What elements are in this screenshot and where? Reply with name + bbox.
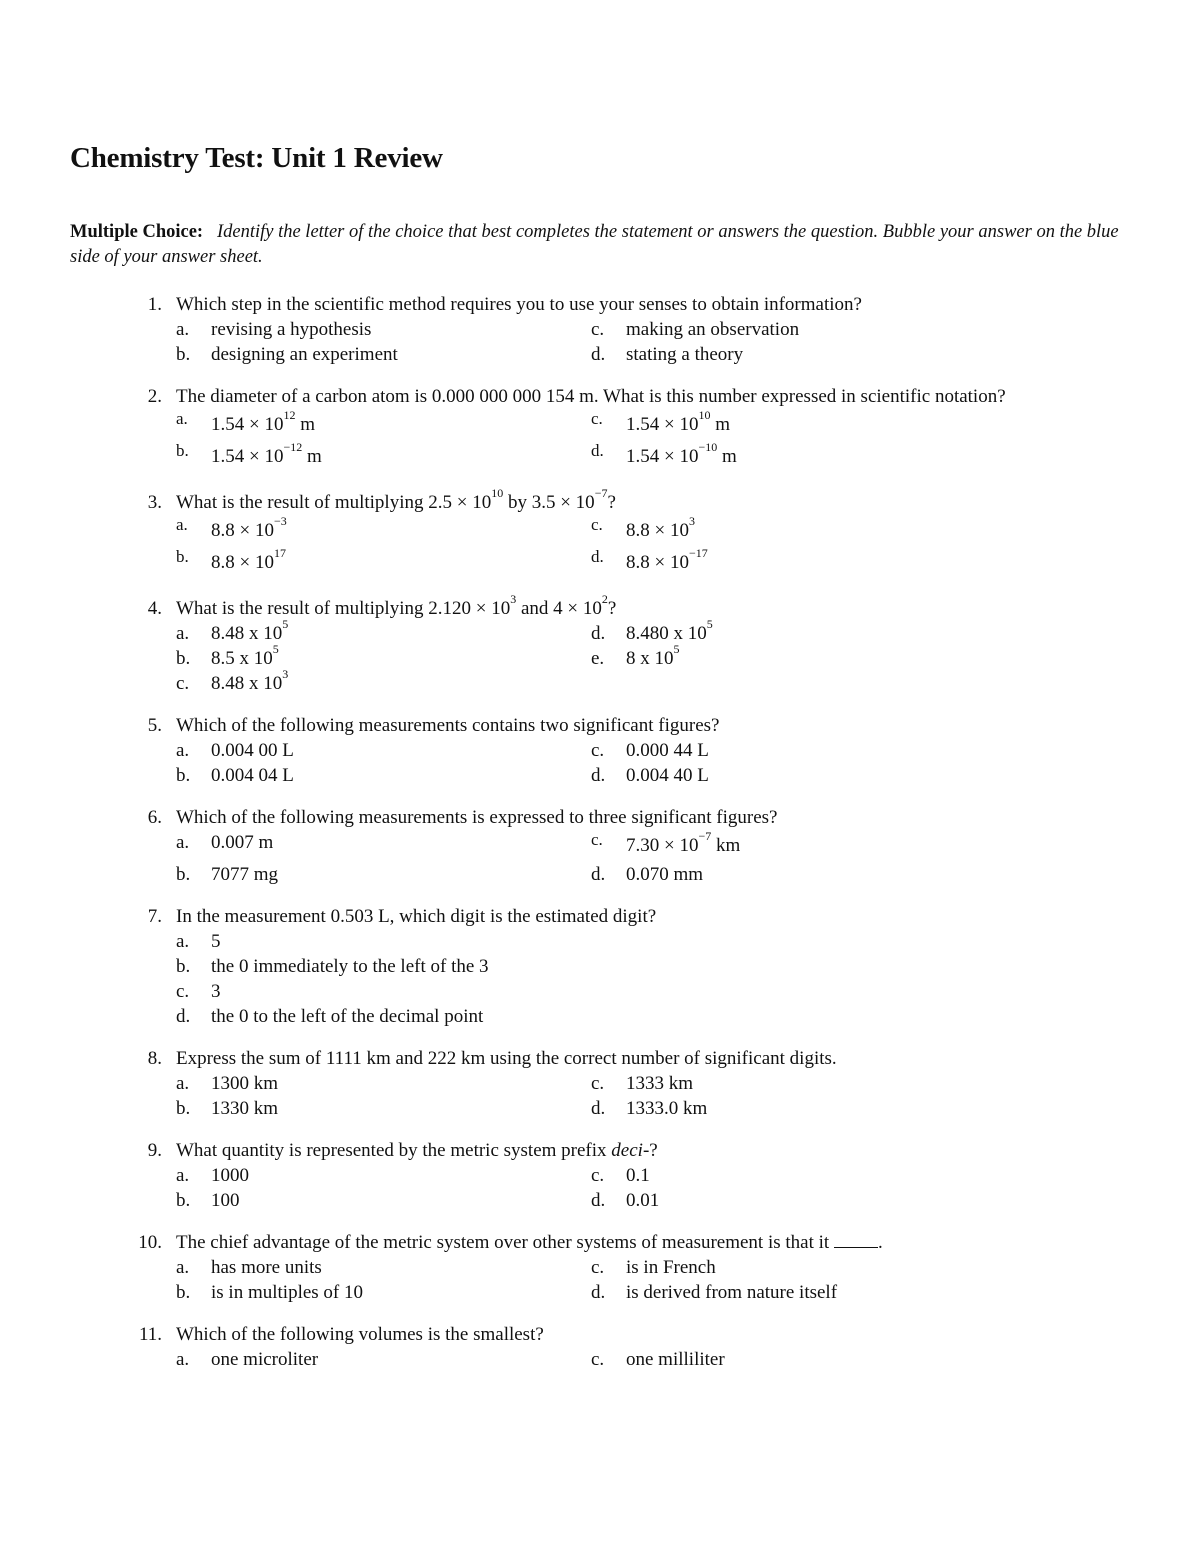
option-text: 0.01 [626,1190,660,1211]
option-text: $8.8 \times 10^3$ [626,514,695,541]
question-4 [0,592,1200,696]
option-text: has more units [211,1257,322,1278]
option-c [0,317,1200,342]
option-letter: c. [176,673,190,694]
option-text: 1330 km [211,1098,279,1119]
option-text: one milliliter [626,1349,725,1370]
option-text: 0.070 mm [626,864,704,885]
option-d [0,1096,1200,1121]
option-text: $8.8 \times 10^{-17}$ [626,546,708,573]
option-text: 7077 mg [211,864,279,885]
option-letter: d. [591,1098,606,1119]
page-title: Chemistry Test: Unit 1 Review [70,142,443,174]
option-d [0,1004,1200,1029]
option-text: one microliter [211,1349,319,1370]
option-text: $8.8 \times 10^{-3}$ [211,514,287,541]
question-text: What quantity is represented by the metric system prefix deci-? [176,1140,658,1161]
question-text: The diameter of a carbon atom is 0.000 000 000 154 m. What is this number expressed in scientific notation? [176,386,1006,407]
question-6 [0,805,1200,887]
option-e [0,642,1200,671]
question-5 [0,713,1200,788]
option-letter: a. [176,740,190,761]
option-text: 8.5 x $10^5$ [211,642,279,669]
option-letter: a. [176,623,190,644]
option-d [0,342,1200,367]
option-d [0,763,1200,788]
option-letter: b. [176,648,191,669]
option-text: $1.54 \times 10^{10}$ m [626,408,730,435]
option-c [0,1347,1200,1372]
option-c [0,1255,1200,1280]
question-text: Which of the following measurements contains two significant figures? [176,715,720,736]
option-text: revising a hypothesis [211,319,372,340]
option-letter: a. [176,1073,190,1094]
option-c [0,979,1200,1004]
option-text: 1300 km [211,1073,279,1094]
option-text: is in multiples of 10 [211,1282,363,1303]
option-c [0,1071,1200,1096]
option-letter: a. [176,409,188,428]
option-letter: c. [591,1165,605,1186]
question-number: 9. [147,1140,162,1161]
option-letter: d. [591,864,606,885]
option-letter: b. [176,547,189,566]
option-letter: c. [591,319,605,340]
option-letter: c. [591,1073,605,1094]
option-text: is derived from nature itself [626,1282,838,1303]
option-text: 5 [211,931,221,952]
option-letter: a. [176,832,190,853]
question-number: 4. [147,598,162,619]
question-number: 5. [147,715,162,736]
option-text: is in French [626,1257,716,1278]
option-letter: b. [176,344,191,365]
option-letter: a. [176,515,188,534]
option-text: 0.004 04 L [211,765,294,786]
option-letter: c. [591,515,603,534]
answer-blank [834,1233,878,1248]
question-number: 10. [138,1232,162,1253]
option-letter: d. [591,1282,606,1303]
instructions-lead: Multiple Choice: [70,222,204,242]
option-letter: d. [591,623,606,644]
option-text: $1.54 \times 10^{-12}$ m [211,440,322,467]
option-c [0,830,1200,862]
option-letter: d. [591,1190,606,1211]
option-c [0,1163,1200,1188]
option-letter: c. [591,1257,605,1278]
option-c [0,738,1200,763]
question-text: The chief advantage of the metric system over other systems of measurement is that it . [176,1232,883,1253]
option-text: 0.1 [626,1165,650,1186]
question-number: 1. [147,294,162,315]
question-number: 7. [147,906,162,927]
option-letter: b. [176,1098,191,1119]
question-text: In the measurement 0.503 L, which digit is the estimated digit? [176,906,657,927]
option-letter: d. [591,547,604,566]
option-text: 1333 km [626,1073,694,1094]
question-9 [0,1138,1200,1213]
question-3 [0,486,1200,579]
option-b [0,954,1200,979]
option-c [0,667,1200,696]
option-d [0,862,1200,887]
option-letter: a. [176,319,190,340]
question-10 [0,1230,1200,1305]
question-text: What is the result of multiplying $2.120 \times 10^3$ and $4 \times 10^2$? [176,592,617,619]
question-1 [0,292,1200,367]
option-text: 0.004 40 L [626,765,709,786]
option-letter: d. [176,1006,191,1027]
instructions [70,220,1140,270]
option-letter: d. [591,344,606,365]
option-text: stating a theory [626,344,744,365]
option-text: 8 x $10^5$ [626,642,680,669]
question-number: 6. [147,807,162,828]
option-letter: a. [176,1349,190,1370]
option-letter: c. [591,409,603,428]
option-letter: c. [591,1349,605,1370]
question-7 [0,904,1200,1029]
option-text: $7.30 \times 10^{-7}$ km [626,829,741,856]
question-text: Which of the following measurements is expressed to three significant figures? [176,807,778,828]
option-letter: b. [176,864,191,885]
question-text: Express the sum of 1111 km and 222 km using the correct number of significant digits. [176,1048,837,1069]
option-letter: a. [176,931,190,952]
question-text: Which of the following volumes is the smallest? [176,1324,544,1345]
question-list [0,292,1200,1389]
option-letter: d. [591,441,604,460]
option-letter: a. [176,1257,190,1278]
option-text: $1.54 \times 10^{12}$ m [211,408,315,435]
option-text: 1000 [211,1165,249,1186]
option-text: 8.48 x $10^3$ [211,667,289,694]
option-text: 0.007 m [211,832,274,853]
option-text: 0.004 00 L [211,740,294,761]
question-2 [0,384,1200,473]
option-d [0,617,1200,646]
option-text: 8.480 x $10^5$ [626,617,713,644]
option-letter: e. [591,648,605,669]
question-number: 3. [147,492,162,513]
question-number: 2. [147,386,162,407]
option-text: 100 [211,1190,240,1211]
option-text: designing an experiment [211,344,398,365]
option-text: 0.000 44 L [626,740,709,761]
option-d [0,441,1200,473]
option-d [0,1188,1200,1213]
question-number: 11. [138,1324,162,1345]
option-text: the 0 to the left of the decimal point [211,1006,484,1027]
option-text: 8.48 x $10^5$ [211,617,289,644]
option-text: 3 [211,981,221,1002]
option-d [0,1280,1200,1305]
option-text: $8.8 \times 10^{17}$ [211,546,286,573]
option-letter: b. [176,1282,191,1303]
option-letter: b. [176,441,189,460]
option-a [0,929,1200,954]
option-letter: a. [176,1165,190,1186]
option-text: 1333.0 km [626,1098,708,1119]
question-11 [0,1322,1200,1372]
option-letter: d. [591,765,606,786]
option-d [0,547,1200,579]
instructions-body: Identify the letter of the choice that best completes the statement or answers the question. Bubble your answer on the blue side of your answer sheet. [70,222,1119,267]
option-letter: b. [176,765,191,786]
question-text: Which step in the scientific method requires you to use your senses to obtain information? [176,294,862,315]
option-text: making an observation [626,319,800,340]
question-8 [0,1046,1200,1121]
option-letter: b. [176,956,191,977]
option-letter: c. [591,830,603,849]
question-number: 8. [147,1048,162,1069]
option-text: the 0 immediately to the left of the 3 [211,956,489,977]
option-text: $1.54 \times 10^{-10}$ m [626,440,737,467]
question-text: What is the result of multiplying $2.5 \times 10^{10}$ by $3.5 \times 10^{-7}$? [176,486,616,513]
option-letter: c. [176,981,190,1002]
option-letter: c. [591,740,605,761]
option-letter: b. [176,1190,191,1211]
